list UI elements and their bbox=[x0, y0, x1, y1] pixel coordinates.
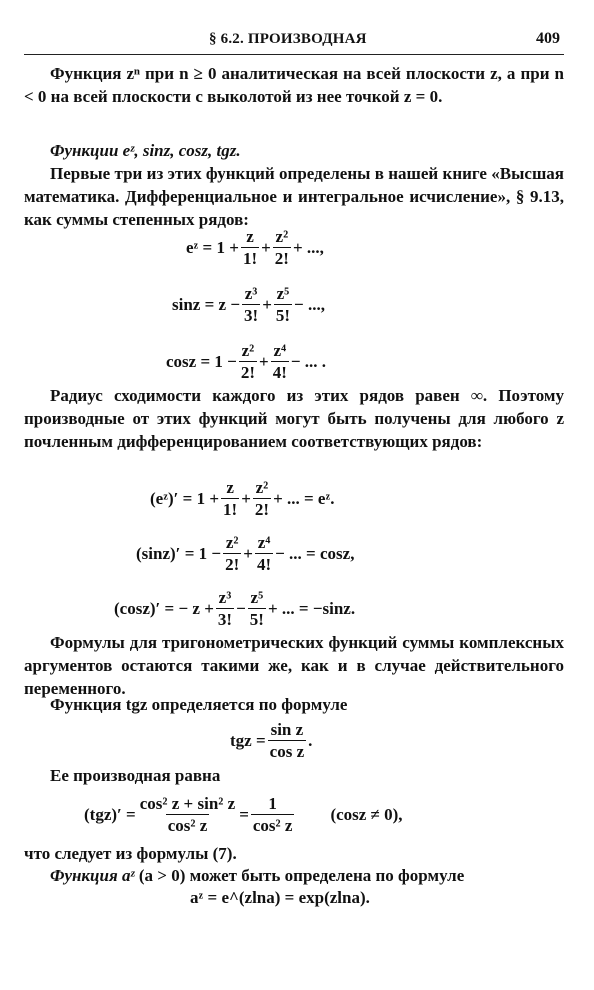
eq1-frac2 bbox=[273, 228, 291, 268]
eq3-lhs: cosz = 1 − bbox=[166, 352, 237, 371]
eq5-f2-den: 4! bbox=[256, 555, 272, 574]
eq4-frac2 bbox=[253, 479, 271, 519]
eq2-f1-num: z³ bbox=[244, 284, 258, 303]
eq3-f1-den: 2! bbox=[240, 363, 256, 382]
equation-sin-series bbox=[172, 285, 325, 325]
eq8-f1-den: cos² z bbox=[167, 816, 208, 835]
eq2-frac2 bbox=[274, 285, 292, 325]
eq3-tail: − ... . bbox=[290, 352, 327, 371]
eq3-f2-num: z⁴ bbox=[273, 341, 287, 360]
eq3-frac2 bbox=[271, 342, 289, 382]
eq1-op: + bbox=[261, 238, 271, 257]
eq6-f2-den: 5! bbox=[249, 610, 264, 629]
eq5-f2-num: z⁴ bbox=[257, 533, 271, 552]
eq2-lhs: sinz = z − bbox=[172, 295, 241, 314]
paragraph-reference: что следует из формулы (7). bbox=[24, 844, 237, 863]
eq5-frac1 bbox=[223, 534, 241, 574]
eq8-equals: = bbox=[239, 805, 249, 824]
eq6-frac1 bbox=[216, 589, 234, 629]
eq3-f1-num: z² bbox=[241, 341, 255, 360]
eq4-f1-num: z bbox=[226, 478, 234, 497]
paragraph-series-definition: Первые три из этих функций определены в нашей книге «Высшая математика. Дифференциальное и интегральное исчисление», § 9.13, как суммы степенных рядов: bbox=[24, 164, 564, 229]
eq8-frac1 bbox=[138, 795, 237, 835]
paragraph-exp-function bbox=[24, 864, 564, 887]
eq5-tail: − ... = cosz, bbox=[275, 544, 355, 563]
eq3-frac1 bbox=[239, 342, 257, 382]
eq6-frac2 bbox=[248, 589, 266, 629]
eq6-op: − bbox=[236, 599, 246, 618]
paragraph-tg-derivative-intro: Ее производная равна bbox=[50, 766, 221, 785]
subheading-functions: Функции eᶻ, sinz, cosz, tgz. bbox=[50, 141, 241, 160]
eq3-op: + bbox=[259, 352, 269, 371]
exp-function-head: Функция aᶻ bbox=[50, 866, 135, 885]
paragraph-tg-definition: Функция tgz определяется по формуле bbox=[50, 695, 348, 714]
eq5-frac2 bbox=[255, 534, 273, 574]
equation-exp-series bbox=[186, 228, 324, 268]
eq4-f1-den: 1! bbox=[223, 500, 238, 519]
eq8-frac2 bbox=[251, 795, 295, 835]
equation-tg-definition bbox=[230, 721, 312, 761]
equation-tg-derivative bbox=[84, 795, 403, 835]
eq7-frac bbox=[268, 721, 306, 761]
equation-cos-derivative bbox=[114, 589, 355, 629]
equation-exp-derivative bbox=[150, 479, 335, 519]
eq7-den: cos z bbox=[269, 742, 305, 761]
eq6-f1-den: 3! bbox=[217, 610, 233, 629]
paragraph-power-function: Функция zⁿ при n ≥ 0 аналитическая на всей плоскости z, а при n < 0 на всей плоскости с выколотой из нее точкой z = 0. bbox=[24, 64, 564, 106]
eq6-tail: + ... = −sinz. bbox=[267, 599, 356, 618]
eq1-tail: + ..., bbox=[292, 238, 324, 257]
equation-exp-base-a: aᶻ = e^(zlna) = exp(zlna). bbox=[190, 888, 370, 907]
equation-cos-series bbox=[166, 342, 326, 382]
eq1-lhs: eᶻ = 1 + bbox=[186, 238, 239, 257]
eq8-f2-den: cos² z bbox=[252, 816, 293, 835]
page-header bbox=[24, 28, 564, 55]
eq7-lhs: tgz = bbox=[230, 731, 266, 750]
eq5-f1-num: z² bbox=[225, 533, 239, 552]
eq4-f2-num: z² bbox=[255, 478, 269, 497]
eq1-f1-den: 1! bbox=[242, 249, 258, 268]
eq5-f1-den: 2! bbox=[225, 555, 240, 574]
eq1-f1-num: z bbox=[246, 227, 254, 246]
eq1-frac1 bbox=[241, 228, 259, 268]
eq7-tail: . bbox=[308, 731, 313, 750]
paragraph-convergence: Радиус сходимости каждого из этих рядов равен ∞. Поэтому производные от этих функций могут быть получены для любого z почленным дифференцированием соответствующих рядов: bbox=[24, 386, 564, 451]
eq2-f2-den: 5! bbox=[275, 306, 291, 325]
eq1-f2-num: z² bbox=[275, 227, 289, 246]
eq1-f2-den: 2! bbox=[274, 249, 289, 268]
eq6-f2-num: z⁵ bbox=[250, 588, 264, 607]
eq8-f1-num: cos² z + sin² z bbox=[139, 794, 236, 813]
eq8-condition: (cosz ≠ 0), bbox=[330, 805, 403, 824]
eq4-tail: + ... = eᶻ. bbox=[273, 489, 335, 508]
eq5-lhs: (sinz)′ = 1 − bbox=[136, 544, 222, 563]
eq2-op: + bbox=[262, 295, 272, 314]
paragraph-trig-formulas: Формулы для тригонометрических функций суммы комплексных аргументов остаются такими же, как и в случае действительного переменного. bbox=[24, 633, 564, 698]
eq3-f2-den: 4! bbox=[272, 363, 287, 382]
eq7-num: sin z bbox=[270, 720, 304, 739]
eq8-lhs: (tgz)′ = bbox=[84, 805, 136, 824]
page-number: 409 bbox=[536, 30, 560, 47]
eq4-op: + bbox=[241, 489, 251, 508]
equation-sin-derivative bbox=[136, 534, 354, 574]
eq4-f2-den: 2! bbox=[254, 500, 270, 519]
eq4-lhs: (eᶻ)′ = 1 + bbox=[150, 489, 220, 508]
eq5-op: + bbox=[243, 544, 253, 563]
section-title: § 6.2. ПРОИЗВОДНАЯ bbox=[209, 31, 367, 47]
eq2-f2-num: z⁵ bbox=[276, 284, 290, 303]
eq8-f2-num: 1 bbox=[268, 794, 277, 813]
eq6-lhs: (cosz)′ = − z + bbox=[114, 599, 214, 618]
eq2-tail: − ..., bbox=[294, 295, 325, 314]
exp-function-rest: (a > 0) может быть определена по формуле bbox=[134, 866, 465, 885]
eq6-f1-num: z³ bbox=[218, 588, 232, 607]
eq4-frac1 bbox=[221, 479, 239, 519]
eq2-f1-den: 3! bbox=[244, 306, 259, 325]
eq2-frac1 bbox=[242, 285, 260, 325]
